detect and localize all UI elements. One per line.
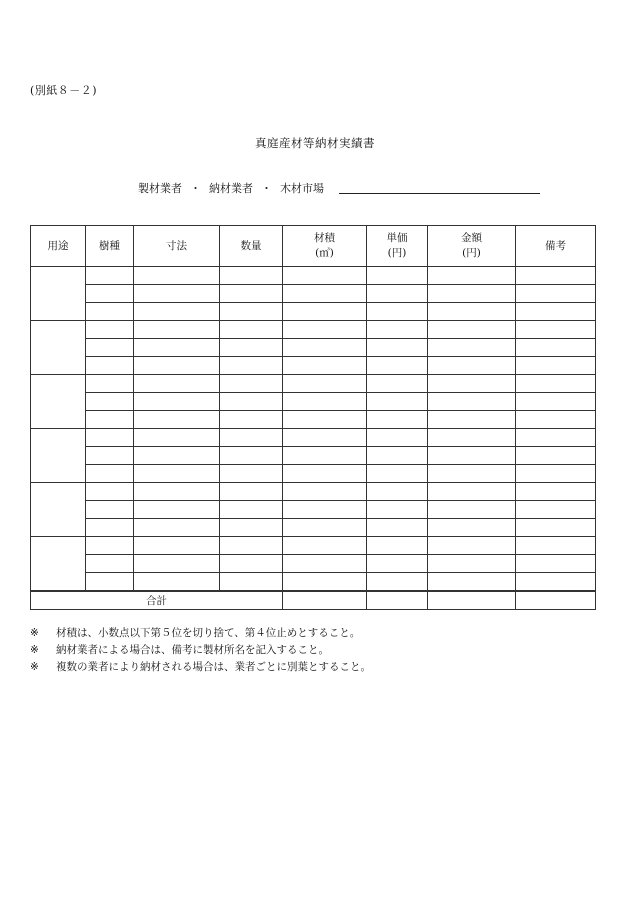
cell-dimensions[interactable] [134, 321, 220, 339]
cell-volume[interactable] [283, 519, 367, 537]
header-species: 樹種 [86, 226, 134, 267]
cell-amount[interactable] [428, 339, 516, 357]
table-row [31, 555, 596, 573]
cell-remarks[interactable] [516, 447, 596, 465]
name-entry-line[interactable] [339, 193, 540, 194]
cell-remarks[interactable] [516, 267, 596, 285]
cell-species[interactable] [86, 465, 134, 483]
cell-amount[interactable] [428, 357, 516, 375]
cell-species[interactable] [86, 429, 134, 447]
cell-remarks[interactable] [516, 393, 596, 411]
subtitle-line [138, 180, 324, 196]
cell-volume[interactable] [283, 285, 367, 303]
cell-unit-price[interactable] [367, 483, 428, 501]
cell-amount[interactable] [428, 393, 516, 411]
cell-quantity[interactable] [220, 573, 283, 592]
cell-quantity[interactable] [220, 375, 283, 393]
cell-species[interactable] [86, 339, 134, 357]
table-row [31, 429, 596, 447]
cell-remarks[interactable] [516, 465, 596, 483]
cell-remarks[interactable] [516, 285, 596, 303]
cell-amount[interactable] [428, 267, 516, 285]
cell-quantity[interactable] [220, 339, 283, 357]
cell-unit-price[interactable] [367, 303, 428, 321]
cell-unit-price[interactable] [367, 411, 428, 429]
cell-remarks[interactable] [516, 411, 596, 429]
cell-use[interactable] [31, 429, 86, 483]
cell-species[interactable] [86, 321, 134, 339]
total-unit-price-cell[interactable] [367, 591, 428, 610]
header-amount: 金額 (円) [428, 226, 516, 267]
cell-volume[interactable] [283, 357, 367, 375]
subtitle-separator: ・ [261, 182, 272, 195]
cell-amount[interactable] [428, 555, 516, 573]
cell-volume[interactable] [283, 393, 367, 411]
table-row [31, 447, 596, 465]
table-row [31, 465, 596, 483]
header-dimensions: 寸法 [134, 226, 220, 267]
cell-volume[interactable] [283, 321, 367, 339]
annex-label: (別紙８－２) [30, 84, 98, 97]
cell-unit-price[interactable] [367, 339, 428, 357]
cell-species[interactable] [86, 573, 134, 592]
cell-volume[interactable] [283, 411, 367, 429]
cell-amount[interactable] [428, 303, 516, 321]
cell-remarks[interactable] [516, 339, 596, 357]
notes [30, 625, 371, 676]
table-row [31, 267, 596, 285]
cell-unit-price[interactable] [367, 267, 428, 285]
cell-volume[interactable] [283, 537, 367, 555]
cell-dimensions[interactable] [134, 447, 220, 465]
cell-volume[interactable] [283, 447, 367, 465]
table-row [31, 411, 596, 429]
cell-species[interactable] [86, 411, 134, 429]
table-row [31, 483, 596, 501]
cell-dimensions[interactable] [134, 573, 220, 592]
cell-species[interactable] [86, 393, 134, 411]
cell-unit-price[interactable] [367, 537, 428, 555]
cell-unit-price[interactable] [367, 285, 428, 303]
cell-unit-price[interactable] [367, 321, 428, 339]
cell-dimensions[interactable] [134, 393, 220, 411]
cell-remarks[interactable] [516, 375, 596, 393]
header-use: 用途 [31, 226, 86, 267]
cell-volume[interactable] [283, 303, 367, 321]
cell-volume[interactable] [283, 429, 367, 447]
subtitle-item-market: 木材市場 [280, 182, 324, 195]
cell-quantity[interactable] [220, 321, 283, 339]
table-row [31, 519, 596, 537]
cell-species[interactable] [86, 285, 134, 303]
cell-remarks[interactable] [516, 429, 596, 447]
cell-quantity[interactable] [220, 483, 283, 501]
table-row [31, 537, 596, 555]
cell-use[interactable] [31, 321, 86, 375]
total-volume-cell[interactable] [283, 591, 367, 610]
cell-remarks[interactable] [516, 483, 596, 501]
header-volume: 材積 (㎥) [283, 226, 367, 267]
cell-quantity[interactable] [220, 555, 283, 573]
cell-dimensions[interactable] [134, 285, 220, 303]
cell-volume[interactable] [283, 465, 367, 483]
cell-species[interactable] [86, 303, 134, 321]
cell-amount[interactable] [428, 465, 516, 483]
cell-amount[interactable] [428, 573, 516, 592]
note-item: ※ 納材業者による場合は、備考に製材所名を記入すること。 [30, 644, 329, 656]
cell-dimensions[interactable] [134, 267, 220, 285]
cell-volume[interactable] [283, 483, 367, 501]
cell-use[interactable] [31, 267, 86, 321]
cell-amount[interactable] [428, 501, 516, 519]
note-item: ※ 複数の業者により納材される場合は、業者ごとに別葉とすること。 [30, 661, 371, 673]
cell-dimensions[interactable] [134, 303, 220, 321]
cell-species[interactable] [86, 357, 134, 375]
cell-dimensions[interactable] [134, 465, 220, 483]
header-quantity: 数量 [220, 226, 283, 267]
header-unit-price: 単価 (円) [367, 226, 428, 267]
cell-dimensions[interactable] [134, 483, 220, 501]
cell-unit-price[interactable] [367, 573, 428, 592]
cell-volume[interactable] [283, 267, 367, 285]
document-title: 真庭産材等納材実績書 [255, 136, 375, 150]
table-row [31, 573, 596, 592]
table-row [31, 375, 596, 393]
note-item: ※ 材積は、小数点以下第５位を切り捨て、第４位止めとすること。 [30, 627, 361, 639]
cell-species[interactable] [86, 501, 134, 519]
cell-volume[interactable] [283, 339, 367, 357]
cell-remarks[interactable] [516, 555, 596, 573]
cell-remarks[interactable] [516, 519, 596, 537]
cell-unit-price[interactable] [367, 357, 428, 375]
cell-remarks[interactable] [516, 573, 596, 592]
cell-amount[interactable] [428, 375, 516, 393]
table-row [31, 357, 596, 375]
table-row [31, 321, 596, 339]
table-row [31, 303, 596, 321]
subtitle-separator: ・ [190, 182, 201, 195]
cell-unit-price[interactable] [367, 447, 428, 465]
cell-remarks[interactable] [516, 537, 596, 555]
cell-unit-price[interactable] [367, 393, 428, 411]
cell-species[interactable] [86, 267, 134, 285]
cell-volume[interactable] [283, 375, 367, 393]
table-row [31, 393, 596, 411]
cell-dimensions[interactable] [134, 339, 220, 357]
cell-volume[interactable] [283, 573, 367, 592]
cell-species[interactable] [86, 483, 134, 501]
cell-remarks[interactable] [516, 321, 596, 339]
cell-use[interactable] [31, 375, 86, 429]
cell-amount[interactable] [428, 321, 516, 339]
cell-quantity[interactable] [220, 537, 283, 555]
cell-volume[interactable] [283, 555, 367, 573]
cell-remarks[interactable] [516, 501, 596, 519]
cell-dimensions[interactable] [134, 537, 220, 555]
cell-quantity[interactable] [220, 303, 283, 321]
cell-unit-price[interactable] [367, 429, 428, 447]
cell-dimensions[interactable] [134, 411, 220, 429]
cell-amount[interactable] [428, 447, 516, 465]
cell-quantity[interactable] [220, 519, 283, 537]
total-amount-cell[interactable] [428, 591, 516, 610]
cell-quantity[interactable] [220, 411, 283, 429]
cell-dimensions[interactable] [134, 519, 220, 537]
table-row [31, 285, 596, 303]
table-header-row [31, 226, 596, 267]
total-label: 合計 [31, 591, 283, 610]
cell-amount[interactable] [428, 483, 516, 501]
cell-dimensions[interactable] [134, 429, 220, 447]
cell-quantity[interactable] [220, 393, 283, 411]
table-row [31, 501, 596, 519]
cell-quantity[interactable] [220, 267, 283, 285]
cell-remarks[interactable] [516, 303, 596, 321]
cell-dimensions[interactable] [134, 375, 220, 393]
cell-species[interactable] [86, 447, 134, 465]
cell-quantity[interactable] [220, 447, 283, 465]
cell-unit-price[interactable] [367, 501, 428, 519]
cell-species[interactable] [86, 375, 134, 393]
cell-use[interactable] [31, 483, 86, 537]
cell-unit-price[interactable] [367, 465, 428, 483]
total-remarks-cell[interactable] [516, 591, 596, 610]
subtitle-item-sawmill: 製材業者 [138, 182, 182, 195]
cell-species[interactable] [86, 519, 134, 537]
cell-amount[interactable] [428, 519, 516, 537]
cell-remarks[interactable] [516, 357, 596, 375]
cell-quantity[interactable] [220, 465, 283, 483]
cell-amount[interactable] [428, 285, 516, 303]
record-table [30, 225, 596, 610]
cell-amount[interactable] [428, 537, 516, 555]
cell-volume[interactable] [283, 501, 367, 519]
cell-unit-price[interactable] [367, 555, 428, 573]
subtitle-item-supplier: 納材業者 [209, 182, 253, 195]
cell-amount[interactable] [428, 429, 516, 447]
cell-dimensions[interactable] [134, 555, 220, 573]
cell-quantity[interactable] [220, 429, 283, 447]
cell-quantity[interactable] [220, 357, 283, 375]
table-row [31, 339, 596, 357]
cell-dimensions[interactable] [134, 357, 220, 375]
cell-unit-price[interactable] [367, 375, 428, 393]
cell-quantity[interactable] [220, 285, 283, 303]
total-row [31, 591, 596, 610]
header-remarks: 備考 [516, 226, 596, 267]
cell-species[interactable] [86, 537, 134, 555]
cell-dimensions[interactable] [134, 501, 220, 519]
cell-use[interactable] [31, 537, 86, 592]
cell-unit-price[interactable] [367, 519, 428, 537]
cell-amount[interactable] [428, 411, 516, 429]
cell-species[interactable] [86, 555, 134, 573]
cell-quantity[interactable] [220, 501, 283, 519]
